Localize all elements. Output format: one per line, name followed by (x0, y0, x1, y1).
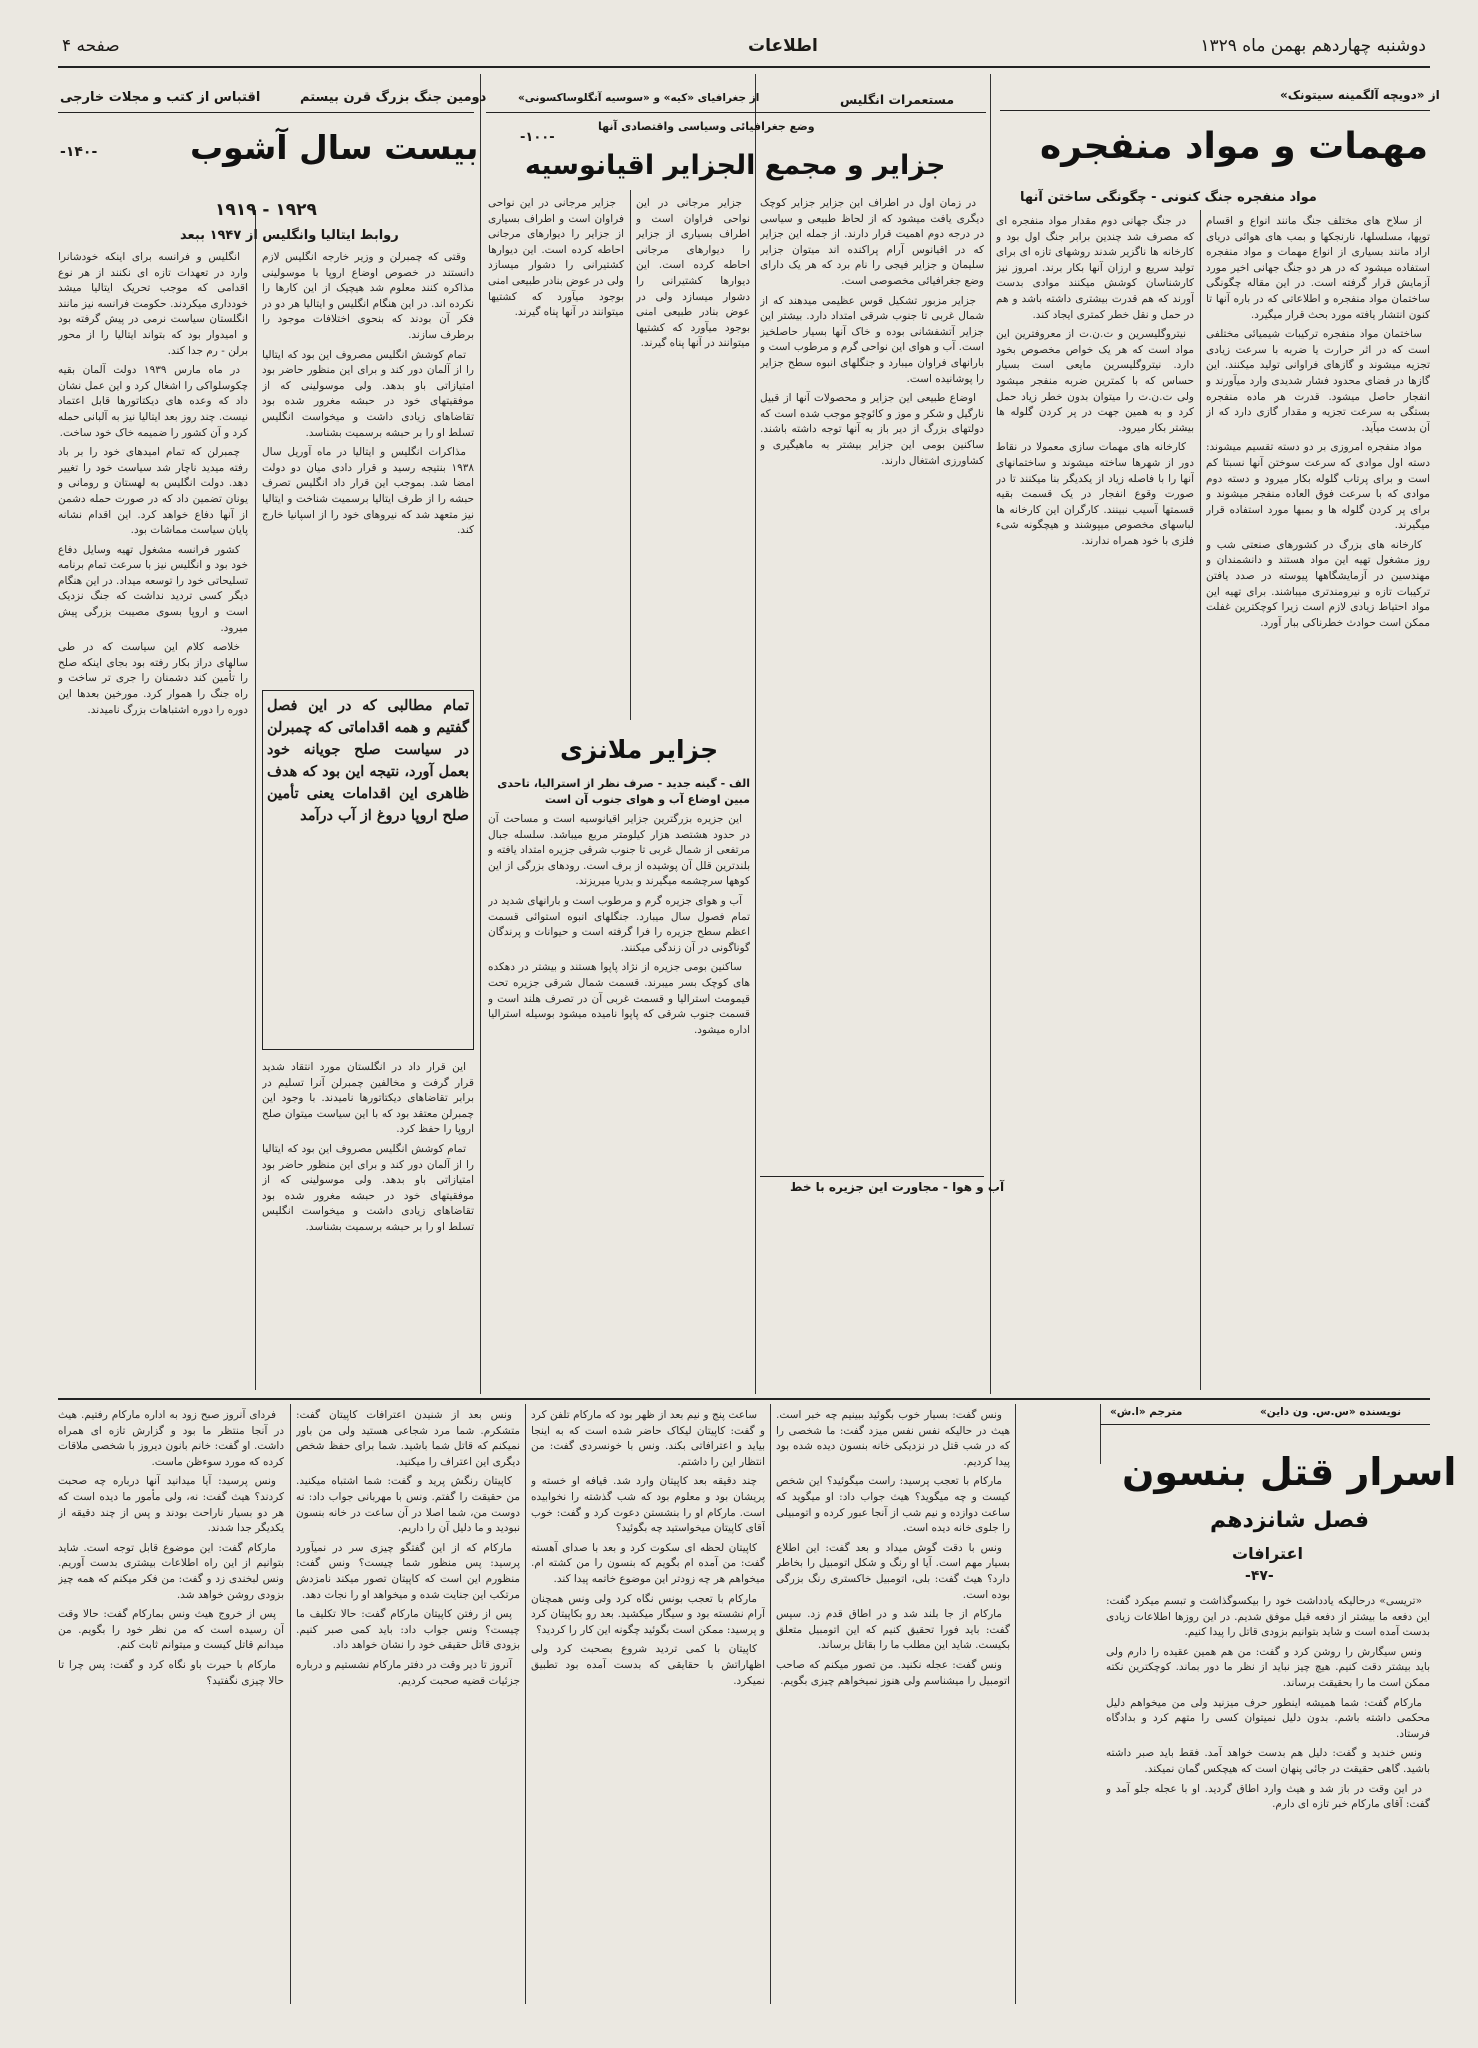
col2-body-right: در زمان اول در اطراف این جزایر جزایر کوچک دیگری یافت میشود که از لحاظ طبیعی و سیاسی در درجه دوم اهمیت قرار دارند. از جمله این جزایر که در اقیانوس آرام پراکنده اند میتوان جزایر سلیمان و جزایر فیجی را نام برد که هر یک دارای وضع جغرافیائی مخصوصی است. جزایر مزبور تشکیل قوس عظیمی میدهند که از شمال غربی تا جنوب شرقی امتداد دارد. بیشتر این جزایر آتشفشانی بوده و خاک آنها بسیار حاصلخیز است. آب و هوای این نواحی گرم و مرطوب است و بارانهای فراوان میبارد و جنگلهای انبوه سطح جزایر را پوشانیده است. اوضاع طبیعی این جزایر و محصولات آنها از قبیل نارگیل و شکر و موز و کائوچو موجب شده است که دولتهای بزرگ از دیر باز به آنها توجه داشته باشند. ساکنین بومی این جزایر بیشتر به ماهیگیری و کشاورزی اشتغال دارند. (760, 197, 984, 467)
col3-body-right-2: این قرار داد در انگلستان مورد انتقاد شدید قرار گرفت و مخالفین چمبرلن آنرا تسلیم در برابر تقاضاهای دیکتاتورها نامیدند. با وجود این چمبرلن معتقد بود که با این سیاست میتوان صلح اروپا را حفظ کرد. تمام کوشش انگلیس مصروف این بود که ایتالیا را از آلمان دور کند و برای این منظور حاضر بود امتیازاتی باو بدهد. ولی موسولینی که از موفقیتهای خود در حبشه مغرور شده بود تقاضاهای زیادی داشت و میخواست انگلیس تسلط او را بر حبشه برسمیت بشناسد. (262, 1061, 474, 1233)
col2-body-left: جزایر مرجانی در این نواحی فراوان است و اطراف بسیاری از جزایر را دیوارهای مرجانی احاطه کرده است. این دیوارها کشتیرانی را دشوار میسازد ولی در عوض بنادر طبیعی امنی بوجود میآورد که کشتیها میتوانند در آنها پناه گیرند. (488, 197, 624, 319)
col2-footer-label: آب و هوا - مجاورت این جزیره با خط (790, 1180, 1005, 1194)
col3-body-left: انگلیس و فرانسه برای اینکه خودشانرا وارد در تعهدات تازه ای نکنند از هر نوع اقدامی که موجب تحریک ایتالیا میشد خودداری میکردند. حکومت فرانسه نیز مانند انگلستان سیاست نرمی در پیش گرفته بود و امیدوار بود که بتواند ایتالیا را از محور برلن - رم جدا کند. در ماه مارس ۱۹۳۹ دولت آلمان بقیه چکوسلواکی را اشغال کرد و این عمل نشان داد که وعده های دیکتاتورها قابل اعتماد نیست. چند روز بعد ایتالیا نیز به آلبانی حمله کرد و آن کشور را ضمیمه خاک خود ساخت. چمبرلن که تمام امیدهای خود را بر باد رفته میدید ناچار شد سیاست خود را تغییر دهد. دولت انگلیس به لهستان و رومانی و یونان تضمین داد که در صورت حمله دشمن از آنها دفاع خواهد کرد. این اقدام نشانه پایان سیاست مماشات بود. کشور فرانسه مشغول تهیه وسایل دفاع خود بود و انگلیس نیز با سرعت تمام برنامه تسلیحاتی خود را توسعه میداد. در این هنگام دیگر کسی تردید نداشت که جنگ نزدیک است و اروپا بسوی مصیبت بزرگی پیش میرود. خلاصه کلام این سیاست که در طی سالهای دراز بکار رفته بود بجای اینکه صلح را تأمین کند دشمنان را جری تر ساخت و راه جنگ را هموار کرد. مورخین بعدها این دوره را دوره اشتباهات بزرگ نامیدند. (58, 251, 248, 716)
col2-body2: این جزیره بزرگترین جزایر اقیانوسیه است و مساحت آن در حدود هشتصد هزار کیلومتر مربع میباشد. سلسله جبال مرتفعی از شمال غربی تا جنوب شرقی جزیره امتداد یافته و بلندترین قلل آن پوشیده از برف است. رودهای بزرگی از این کوهها سرچشمه میگیرند و بدریا میریزند. آب و هوای جزیره گرم و مرطوب است و بارانهای شدید در تمام فصول سال میبارد. جنگلهای انبوه استوائی قسمت اعظم سطح جزیره را فرا گرفته است و حیوانات و پرندگان گوناگونی در آن زندگی میکنند. ساکنین بومی جزیره از نژاد پاپوا هستند و بیشتر در دهکده های کوچک بسر میبرند. قسمت شمال شرقی جزیره تحت قیمومت استرالیا و قسمت غربی آن در تصرف هلند است و قسمت جنوب شرقی که پاپوا نامیده میشود بوسیله استرالیا اداره میشود. (488, 813, 750, 1036)
col3-pullquote: تمام مطالبی که در این فصل گفتیم و همه اقداماتی که چمبرلن در سیاست صلح جویانه خود بعمل آورد، نتیجه این بود که هدف ظاهری این اقدامات یعنی تأمین صلح اروپا دروغ از آب درآمد (262, 690, 474, 1050)
col1-body-b: در جنگ جهانی دوم مقدار مواد منفجره ای که مصرف شد چندین برابر جنگ اول بود و کارخانه ها ناگزیر شدند روشهای تازه ای برای تولید سریع و ارزان آنها بکار برند. امروز نیز کارشناسان کوشش میکنند موادی بدست آورند که هم قدرت بیشتری داشته باشد و هم در حمل و نقل خطر کمتری ایجاد کند. نیتروگلیسرین و ت.ن.ت از معروفترین این مواد است که هر یک خواص مخصوص بخود دارد. نیتروگلیسرین مایعی است بسیار حساس که با کمترین ضربه منفجر میشود ولی ت.ن.ت را میتوان بدون خطر زیاد حمل کرد و به همین جهت در پر کردن گلوله ها بیشتر بکار میرود. کارخانه های مهمات سازی معمولا در نقاط دور از شهرها ساخته میشوند و ساختمانهای آنها را با فاصله زیاد از یکدیگر بنا میکنند تا در صورت وقوع انفجار در یک قسمت بقیه قسمتها آسیب نبینند. کارگران این کارخانه ها لباسهای مخصوص میپوشند و هیچگونه شیء فلزی با خود همراه ندارند. (996, 215, 1194, 547)
col2-kicker-right: مستعمرات انگلیس (840, 92, 955, 107)
col2-body-mid: جزایر مرجانی در این نواحی فراوان است و اطراف بسیاری از جزایر را دیوارهای مرجانی احاطه کرده است. این دیوارها کشتیرانی را دشوار میسازد ولی در عوض بنادر طبیعی امنی بوجود میآورد که کشتیها میتوانند در آنها پناه گیرند. (636, 197, 750, 350)
col2-subtitle: وضع جغرافیائی وسیاسی واقتصادی آنها (598, 120, 815, 133)
serial-translator: مترجم «ا.ش» (1110, 1406, 1183, 1418)
col3-subtitle: روابط ایتالیا وانگلیس از ۱۹۴۷ ببعد (180, 228, 399, 243)
serial-chapter: فصل شانزدهم (1210, 1508, 1370, 1533)
serial-col-5: فردای آنروز صبح زود به اداره مارکام رفتیم. هیث در آنجا منتظر ما بود و گزارش تازه ای همراه داشت. او گفت: خانم بانون دیروز با شخصی ملاقات کرده که مورد سوءظن ماست. ونس پرسید: آیا میدانید آنها درباره چه صحبت کردند؟ هیث گفت: نه، ولی مأمور ما دیده است که هر دو بسیار ناراحت بودند و پس از چند دقیقه از یکدیگر جدا شدند. مارکام گفت: این موضوع قابل توجه است. شاید بتوانیم از این راه اطلاعات بیشتری بدست آوریم. ونس لبخندی زد و گفت: من فکر میکنم که همه چیز بزودی روشن خواهد شد. پس از خروج هیث ونس بمارکام گفت: حالا وقت آن رسیده است که من نظر خود را بگویم. من میدانم قاتل کیست و میتوانم ثابت کنم. مارکام با حیرت باو نگاه کرد و گفت: پس چرا تا حالا چیزی نگفتید؟ (58, 1409, 284, 1687)
paper-name: اطلاعات (748, 36, 818, 56)
col3-years: ۱۹۲۹ - ۱۹۱۹ (215, 200, 317, 220)
col2-subintro: الف - گینه جدید - صرف نظر از استرالیا، تاحدی مبین اوضاع آب و هوای جنوب آن است (497, 777, 750, 806)
masthead (58, 32, 1430, 68)
serial-col-1: «تریسی» درحالیکه یادداشت خود را بیکسوگذاشت و تبسم میکرد گفت: این دفعه ما بیشتر از دفعه قبل موفق شدیم. در این روزها اطلاعات زیادی بدست آمده است و شاید بتوانیم بزودی قاتل را پیدا کنیم. ونس سیگارش را روشن کرد و گفت: من هم همین عقیده را دارم ولی باید بیشتر دقت کنیم. هیچ چیز نباید از نظر ما دور بماند. کوچکترین نکته ممکن است ما را بحقیقت برساند. مارکام گفت: شما همیشه اینطور حرف میزنید ولی من میخواهم دلیل محکمی داشته باشم. بدون دلیل نمیتوان کسی را متهم کرد و بدادگاه فرستاد. ونس خندید و گفت: دلیل هم بدست خواهد آمد. فقط باید صبر داشته باشید. گاهی حقیقت در جائی پنهان است که هیچکس گمان نمیکند. در این وقت در باز شد و هیث وارد اطاق گردید. او با عجله جلو آمد و گفت: آقای مارکام خبر تازه ای دارم. (1106, 1595, 1430, 1811)
serial-number: -۴۷- (1245, 1568, 1274, 1584)
serial-col-2: ونس گفت: بسیار خوب بگوئید ببینیم چه خبر است. هیث در حالیکه نفس نفس میزد گفت: ما شخصی را که در شب قتل در نزدیکی خانه بنسون دیده شده بود پیدا کردیم. مارکام با تعجب پرسید: راست میگوئید؟ این شخص کیست و چه میگوید؟ هیث جواب داد: او میگوید که ساعت دوازده و نیم شب از آنجا عبور کرده و اتومبیلی را جلوی خانه دیده است. ونس با دقت گوش میداد و بعد گفت: این اطلاع بسیار مهم است. آیا او رنگ و شکل اتومبیل را بخاطر دارد؟ هیث گفت: بلی، اتومبیل خاکستری رنگ بزرگی بوده است. مارکام از جا بلند شد و در اطاق قدم زد. سپس گفت: باید فورا تحقیق کنیم که این اتومبیل متعلق بکیست. شاید این مطلب ما را بقاتل برساند. ونس گفت: عجله نکنید. من تصور میکنم که صاحب اتومبیل را میشناسم ولی هنوز نمیخواهم چیزی بگویم. (776, 1409, 1010, 1687)
serial-title: اسرار قتل بنسون (1122, 1450, 1457, 1494)
serial-col-3: ساعت پنج و نیم بعد از ظهر بود که مارکام تلفن کرد و گفت: کاپیتان لیکاک حاضر شده است که به اینجا بیاید و اعترافاتی بکند. ونس با خونسردی گفت: من انتظار این را داشتم. چند دقیقه بعد کاپیتان وارد شد. قیافه او خسته و پریشان بود و معلوم بود که شب گذشته را نخوابیده است. مارکام او را بنشستن دعوت کرد و گفت: خوب آقای کاپیتان میخواستید چه بگوئید؟ کاپیتان لحظه ای سکوت کرد و بعد با صدای آهسته گفت: من آمده ام بگویم که بنسون را من کشته ام. میخواهم هر چه زودتر این موضوع خاتمه پیدا کند. مارکام با تعجب بونس نگاه کرد ولی ونس همچنان آرام نشسته بود و سیگار میکشید. بعد رو بکاپیتان کرد و پرسید: ممکن است بگوئید چگونه این کار را کردید؟ کاپیتان با کمی تردید شروع بصحبت کرد ولی اظهاراتش با حقایقی که بدست آمده بود تطبیق نمیکرد. (531, 1409, 765, 1687)
serial-col-4: ونس بعد از شنیدن اعترافات کاپیتان گفت: متشکرم. شما مرد شجاعی هستید ولی من باور نمیکنم که قاتل شما باشید. شما برای حفظ شخص دیگری این اعتراف را میکنید. کاپیتان رنگش پرید و گفت: شما اشتباه میکنید. من حقیقت را گفتم. ونس با مهربانی جواب داد: نه دوست من، شما اصلا در آن ساعت در خانه بنسون نبودید و ما دلیل آن را داریم. مارکام که از این گفتگو چیزی سر در نمیآورد پرسید: پس منظور شما چیست؟ ونس گفت: منظورم این است که کاپیتان تصور میکند نامزدش مرتکب این جنایت شده و میخواهد او را نجات دهد. پس از رفتن کاپیتان مارکام گفت: حالا تکلیف ما چیست؟ ونس جواب داد: باید کمی صبر کنیم. بزودی قاتل حقیقی خود را نشان خواهد داد. آنروز تا دیر وقت در دفتر مارکام نشستیم و درباره جزئیات قضیه صحبت کردیم. (296, 1409, 520, 1687)
col3-number: -۱۴۰- (60, 144, 98, 160)
col2-subheading: جزایر ملانزی (560, 735, 719, 764)
col1-kicker: از «دویچه آلگمینه سیتونک» (1280, 88, 1440, 102)
col1-subtitle: مواد منفجره جنگ کنونی - چگونگی ساختن آنها (1020, 190, 1317, 205)
col3-body-right: وقتی که چمبرلن و وزیر خارجه انگلیس لازم دانستند در خصوص اوضاع اروپا با موسولینی مذاکره کنند معلوم شد هیچیک از این کارها را نکرده اند. در این هنگام انگلیس و ایتالیا هر دو در فکر آن بودند که بنحوی اختلافات موجود را برطرف سازند. تمام کوشش انگلیس مصروف این بود که ایتالیا را از آلمان دور کند و برای این منظور حاضر بود امتیازاتی باو بدهد. ولی موسولینی که از موفقیتهای خود در حبشه مغرور شده بود تقاضاهای زیادی داشت و میخواست انگلیس تسلط او را بر حبشه برسمیت بشناسد. مذاکرات انگلیس و ایتالیا در ماه آوریل سال ۱۹۳۸ بنتیجه رسید و قرار دادی میان دو دولت امضا شد. بموجب این قرار داد انگلیس تصرف حبشه را از طرف ایتالیا برسمیت شناخت و ایتالیا نیز متعهد شد که نیروهای خود را از اسپانیا خارج کند. (262, 251, 474, 537)
serial-chapter-title: اعترافات (1232, 1544, 1303, 1563)
col1-body-a: از سلاح های مختلف جنگ مانند انواع و اقسام توپها، مسلسلها، نارنجکها و بمب های هوائی دریای اراد مانند بسیاری از انواع مهمات و مواد منفجره استفاده میشود که در هر دو جنگ جهانی اخیر مورد آزمایش قرار گرفته است. در این مقاله چگونگی ساختمان مواد منفجره و اطلاعاتی که در باره آنها تا کنون انتشار یافته مورد بحث قرار میگیرد. ساختمان مواد منفجره ترکیبات شیمیائی مختلفی است که در اثر حرارت یا ضربه با سرعت زیادی تجزیه میشوند و گازهای فراوانی تولید میکنند. این گازها در فضای محدود فشار شدیدی وارد میآورند و انفجار حاصل میشود. قدرت هر ماده منفجره بستگی به سرعت تجزیه و مقدار گازی دارد که از آن بدست میآید. مواد منفجره امروزی بر دو دسته تقسیم میشوند: دسته اول موادی که سرعت سوختن آنها نسبتا کم است و برای پرتاب گلوله بکار میرود و دسته دوم موادی که با سرعت فوق العاده منفجر میشوند و برای پر کردن گلوله ها و بمبها مورد استفاده قرار میگیرند. کارخانه های بزرگ در کشورهای صنعتی شب و روز مشغول تهیه این مواد هستند و دانشمندان و مهندسین در آزمایشگاهها پیوسته در صدد یافتن ترکیبات تازه و نیرومندتری میباشند. برای تهیه این مواد احتیاط زیادی لازم است زیرا کوچکترین غفلت ممکن است حوادث خطرناکی ببار آورد. (1206, 215, 1430, 629)
col3-kicker-left: اقتباس از کتب و مجلات خارجی (60, 90, 261, 105)
col2-number: -۱۰۰- (520, 130, 555, 145)
issue-date: دوشنبه چهاردهم بهمن ماه ۱۳۲۹ (1200, 36, 1426, 56)
col2-title: جزایر و مجمع الجزایر اقیانوسیه (525, 150, 946, 181)
col3-kicker-right: دومین جنگ بزرگ قرن بیستم (300, 90, 487, 105)
page-number: صفحه ۴ (62, 36, 120, 56)
col3-title: بیست سال آشوب (190, 128, 479, 167)
col2-kicker-left: از جغرافیای «کیه» و «سوسیه آنگلوساکسونی» (518, 92, 760, 104)
col1-title: مهمات و مواد منفجره (1040, 126, 1429, 167)
serial-author: نویسنده «س.س. ون داین» (1260, 1406, 1402, 1418)
